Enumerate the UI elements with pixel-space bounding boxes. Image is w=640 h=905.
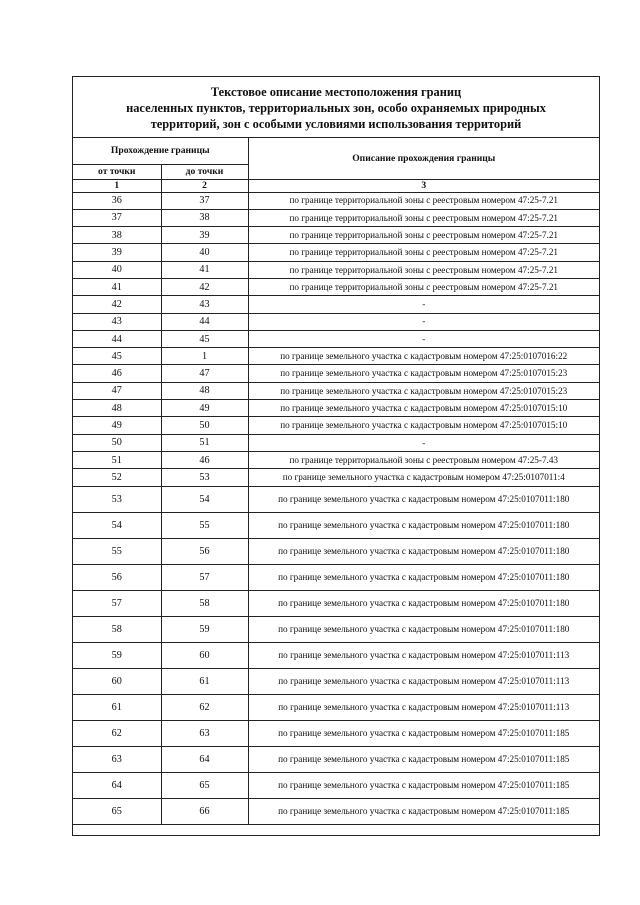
title-line-1: Текстовое описание местоположения границ (210, 85, 462, 99)
cell-from: 47 (73, 382, 161, 399)
table-row (73, 512, 599, 538)
cell-to: 47 (161, 365, 248, 382)
cell-description: по границе земельного участка с кадастровым номером 47:25:0107011:180 (248, 590, 599, 616)
table-bottom-strip (73, 825, 599, 833)
cell-to: 57 (161, 564, 248, 590)
cell-from: 57 (73, 590, 161, 616)
cell-from: 58 (73, 616, 161, 642)
cell-from: 40 (73, 261, 161, 278)
document-title (73, 77, 599, 138)
cell-description: по границе земельного участка с кадастровым номером 47:25:0107015:10 (248, 400, 599, 417)
cell-description: по границе земельного участка с кадастровым номером 47:25:0107011:180 (248, 616, 599, 642)
cell-description: по границе территориальной зоны с реестровым номером 47:25-7.21 (248, 244, 599, 261)
cell-from: 53 (73, 486, 161, 512)
cell-from: 36 (73, 192, 161, 209)
cell-from: 39 (73, 244, 161, 261)
cell-to: 53 (161, 469, 248, 486)
cell-from: 49 (73, 417, 161, 434)
cell-to: 64 (161, 746, 248, 772)
cell-to: 46 (161, 451, 248, 468)
header-from: от точки (73, 164, 161, 179)
cell-to: 39 (161, 227, 248, 244)
cell-to: 65 (161, 772, 248, 798)
cell-description: по границе земельного участка с кадастровым номером 47:25:0107011:185 (248, 798, 599, 824)
cell-description: по границе территориальной зоны с реестровым номером 47:25-7.43 (248, 451, 599, 468)
table-row (73, 330, 599, 347)
cell-from: 59 (73, 642, 161, 668)
cell-description: по границе земельного участка с кадастровым номером 47:25:0107015:10 (248, 417, 599, 434)
header-to: до точки (161, 164, 248, 179)
cell-description: - (248, 296, 599, 313)
cell-to: 48 (161, 382, 248, 399)
table-row (73, 382, 599, 399)
cell-to: 61 (161, 668, 248, 694)
cell-from: 56 (73, 564, 161, 590)
cell-description: по границе земельного участка с кадастровым номером 47:25:0107011:185 (248, 720, 599, 746)
table-row (73, 486, 599, 512)
cell-description: по границе территориальной зоны с реестровым номером 47:25-7.21 (248, 227, 599, 244)
cell-description: по границе земельного участка с кадастровым номером 47:25:0107015:23 (248, 382, 599, 399)
document-frame (72, 76, 600, 836)
cell-description: по границе земельного участка с кадастровым номером 47:25:0107011:185 (248, 772, 599, 798)
header-passage: Прохождение границы (73, 138, 248, 164)
table-row (73, 192, 599, 209)
cell-to: 38 (161, 209, 248, 226)
cell-description: по границе территориальной зоны с реестровым номером 47:25-7.21 (248, 278, 599, 295)
cell-to: 62 (161, 694, 248, 720)
table-row (73, 209, 599, 226)
boundary-table (73, 138, 599, 825)
cell-description: по границе земельного участка с кадастровым номером 47:25:0107011:185 (248, 746, 599, 772)
cell-description: по границе земельного участка с кадастровым номером 47:25:0107011:113 (248, 668, 599, 694)
table-row (73, 227, 599, 244)
cell-description: - (248, 330, 599, 347)
table-row (73, 538, 599, 564)
cell-to: 44 (161, 313, 248, 330)
table-row (73, 616, 599, 642)
table-row (73, 313, 599, 330)
cell-to: 45 (161, 330, 248, 347)
cell-to: 37 (161, 192, 248, 209)
cell-from: 62 (73, 720, 161, 746)
cell-from: 55 (73, 538, 161, 564)
table-row (73, 434, 599, 451)
cell-description: по границе земельного участка с кадастровым номером 47:25:0107015:23 (248, 365, 599, 382)
table-row (73, 746, 599, 772)
cell-description: - (248, 313, 599, 330)
cell-to: 54 (161, 486, 248, 512)
cell-from: 63 (73, 746, 161, 772)
cell-from: 52 (73, 469, 161, 486)
table-row (73, 417, 599, 434)
table-row (73, 469, 599, 486)
cell-to: 63 (161, 720, 248, 746)
cell-to: 56 (161, 538, 248, 564)
cell-from: 61 (73, 694, 161, 720)
table-row (73, 642, 599, 668)
table-row (73, 400, 599, 417)
header-description: Описание прохождения границы (248, 138, 599, 179)
cell-from: 64 (73, 772, 161, 798)
cell-to: 66 (161, 798, 248, 824)
cell-to: 59 (161, 616, 248, 642)
cell-description: по границе земельного участка с кадастровым номером 47:25:0107011:180 (248, 486, 599, 512)
cell-description: по границе земельного участка с кадастровым номером 47:25:0107011:180 (248, 564, 599, 590)
header-num-2: 2 (161, 179, 248, 192)
cell-from: 60 (73, 668, 161, 694)
table-row (73, 772, 599, 798)
table-row (73, 365, 599, 382)
cell-from: 38 (73, 227, 161, 244)
title-line-2: населенных пунктов, территориальных зон, особо охраняемых природных (126, 101, 546, 115)
cell-from: 51 (73, 451, 161, 468)
cell-from: 45 (73, 348, 161, 365)
table-row (73, 348, 599, 365)
cell-description: по границе территориальной зоны с реестровым номером 47:25-7.21 (248, 261, 599, 278)
cell-to: 51 (161, 434, 248, 451)
title-line-3: территорий, зон с особыми условиями использования территорий (150, 117, 522, 131)
table-row (73, 798, 599, 824)
table-row (73, 278, 599, 295)
cell-to: 43 (161, 296, 248, 313)
cell-from: 41 (73, 278, 161, 295)
cell-to: 60 (161, 642, 248, 668)
header-num-3: 3 (248, 179, 599, 192)
cell-to: 55 (161, 512, 248, 538)
table-row (73, 668, 599, 694)
cell-from: 54 (73, 512, 161, 538)
cell-description: по границе территориальной зоны с реестровым номером 47:25-7.21 (248, 192, 599, 209)
cell-from: 42 (73, 296, 161, 313)
cell-from: 37 (73, 209, 161, 226)
cell-from: 43 (73, 313, 161, 330)
cell-to: 1 (161, 348, 248, 365)
cell-to: 42 (161, 278, 248, 295)
cell-description: по границе территориальной зоны с реестровым номером 47:25-7.21 (248, 209, 599, 226)
table-row (73, 720, 599, 746)
cell-from: 44 (73, 330, 161, 347)
header-num-1: 1 (73, 179, 161, 192)
table-row (73, 451, 599, 468)
table-row (73, 244, 599, 261)
cell-description: по границе земельного участка с кадастровым номером 47:25:0107011:113 (248, 642, 599, 668)
table-row (73, 590, 599, 616)
cell-from: 46 (73, 365, 161, 382)
cell-to: 40 (161, 244, 248, 261)
cell-description: - (248, 434, 599, 451)
table-row (73, 261, 599, 278)
cell-from: 48 (73, 400, 161, 417)
cell-description: по границе земельного участка с кадастровым номером 47:25:0107011:4 (248, 469, 599, 486)
cell-description: по границе земельного участка с кадастровым номером 47:25:0107011:180 (248, 538, 599, 564)
cell-to: 49 (161, 400, 248, 417)
cell-description: по границе земельного участка с кадастровым номером 47:25:0107011:113 (248, 694, 599, 720)
table-row (73, 296, 599, 313)
cell-from: 65 (73, 798, 161, 824)
cell-to: 50 (161, 417, 248, 434)
cell-to: 41 (161, 261, 248, 278)
cell-description: по границе земельного участка с кадастровым номером 47:25:0107011:180 (248, 512, 599, 538)
cell-from: 50 (73, 434, 161, 451)
cell-to: 58 (161, 590, 248, 616)
cell-description: по границе земельного участка с кадастровым номером 47:25:0107016:22 (248, 348, 599, 365)
table-row (73, 694, 599, 720)
table-row (73, 564, 599, 590)
